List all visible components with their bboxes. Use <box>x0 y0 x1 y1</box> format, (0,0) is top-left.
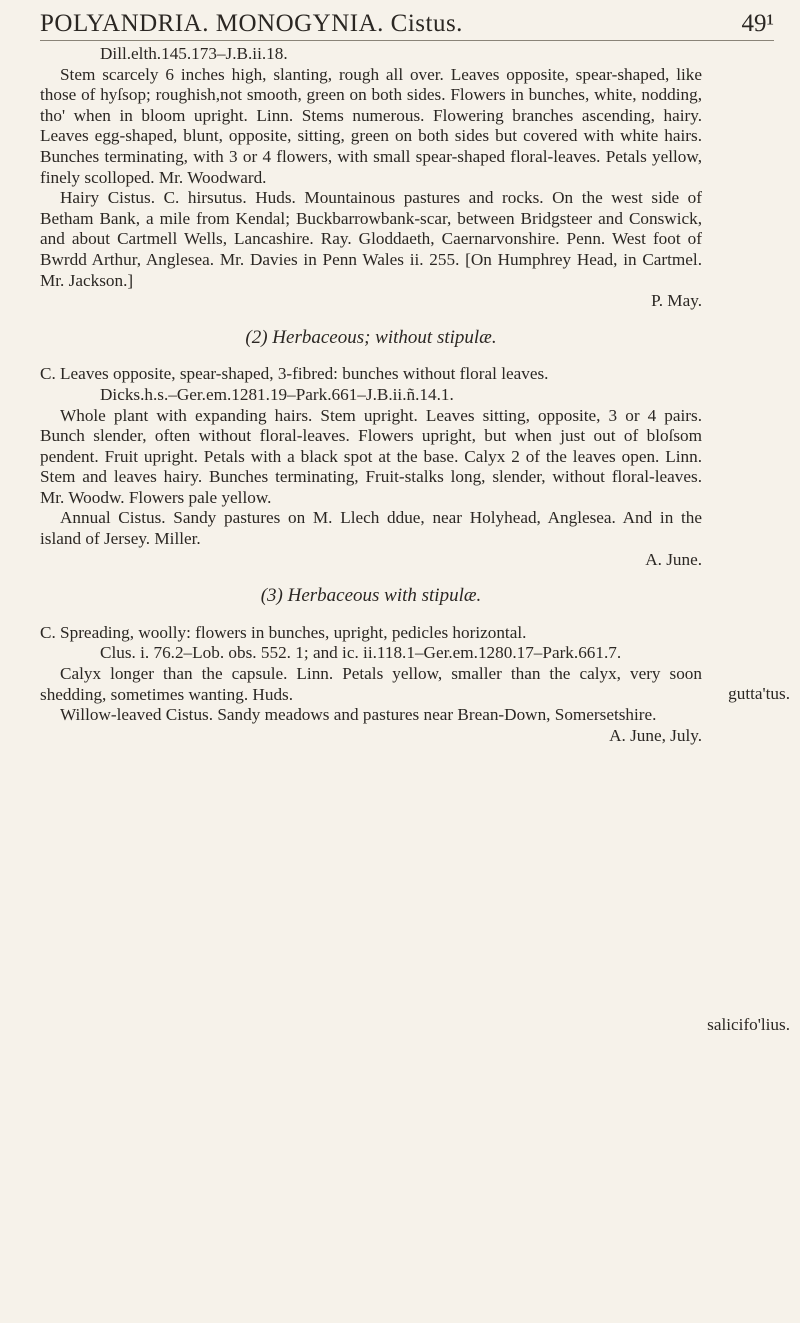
description-3a: Calyx longer than the capsule. Linn. Petals yellow, smaller than the calyx, very soon shedding, sometimes wanting. Huds. <box>40 664 702 704</box>
diagnosis-3: C. Spreading, woolly: flowers in bunches, upright, pedicles horizontal. <box>40 622 527 642</box>
description-2b: Annual Cistus. Sandy pastures on M. Llech ddue, near Holyhead, Anglesea. And in the island of Jersey. Miller. <box>40 508 702 549</box>
flowering-time-2: A. June. <box>645 549 702 569</box>
citation-3: Clus. i. 76.2–Lob. obs. 552. 1; and ic. ii.118.1–Ger.em.1280.17–Park.661.7. <box>100 643 622 663</box>
section-heading-2: (2) Herbaceous; without stipulæ. <box>245 326 497 348</box>
page-body <box>40 44 702 746</box>
running-title: POLYANDRIA. MONOGYNIA. Cistus. <box>40 10 463 37</box>
species-name-guttatus: gutta'tus. <box>728 684 790 703</box>
flowering-time-3: A. June, July. <box>609 725 702 745</box>
citation-1: Dill.elth.145.173–J.B.ii.18. <box>100 44 288 63</box>
section-heading-3: (3) Herbaceous with stipulæ. <box>260 585 482 607</box>
diagnosis-2: C. Leaves opposite, spear-shaped, 3-fibred: bunches without floral leaves. <box>40 364 549 384</box>
description-1a: Stem scarcely 6 inches high, slanting, rough all over. Leaves opposite, spear-shaped, like those of hyſsop; roughish,not smooth, green on both sides. Flowers in bunches, white, nodding, tho' when in bloom upright. Linn. Stems numerous. Flowering branches ascending, hairy. Leaves egg-shaped, blunt, opposite, sitting, green on both sides but covered with white hairs. Bunches terminating, with 3 or 4 flowers, with small spear-shaped floral-leaves. Petals yellow, finely scolloped. Mr. Woodward. <box>40 64 702 187</box>
description-2a: Whole plant with expanding hairs. Stem upright. Leaves sitting, opposite, 3 or 4 pairs. Bunch slender, often without floral-leaves. Flowers upright, but when just out of bloſsom pendent. Fruit upright. Petals with a black spot at the base. Calyx 2 of the leaves open. Linn. Stem and leaves hairy. Bunches terminating, Fruit-stalks long, slender, without floral-leaves. Mr. Woodw. Flowers pale yellow. <box>40 405 702 507</box>
citation-2: Dicks.h.s.–Ger.em.1281.19–Park.661–J.B.ii.ñ.14.1. <box>100 384 454 404</box>
description-3b: Willow-leaved Cistus. Sandy meadows and pastures near Brean-Down, Somersetshire. <box>60 705 657 725</box>
page-number: 49¹ <box>741 10 774 37</box>
species-name-salicifolius: salicifo'lius. <box>707 1015 790 1034</box>
description-1b: Hairy Cistus. C. hirsutus. Huds. Mountainous pastures and rocks. On the west side of Betham Bank, a mile from Kendal; Buckbarrowbank-scar, between Bridgsteer and Conswick, and about Cartmell Wells, Lancashire. Ray. Gloddaeth, Caernarvonshire. Penn. West foot of Bwrdd Arthur, Anglesea. Mr. Davies in Penn Wales ii. 255. [On Humphrey Head, in Cartmel. Mr. Jackson.] <box>40 188 702 290</box>
flowering-time-1: P. May. <box>651 291 702 311</box>
page-header <box>40 6 774 41</box>
